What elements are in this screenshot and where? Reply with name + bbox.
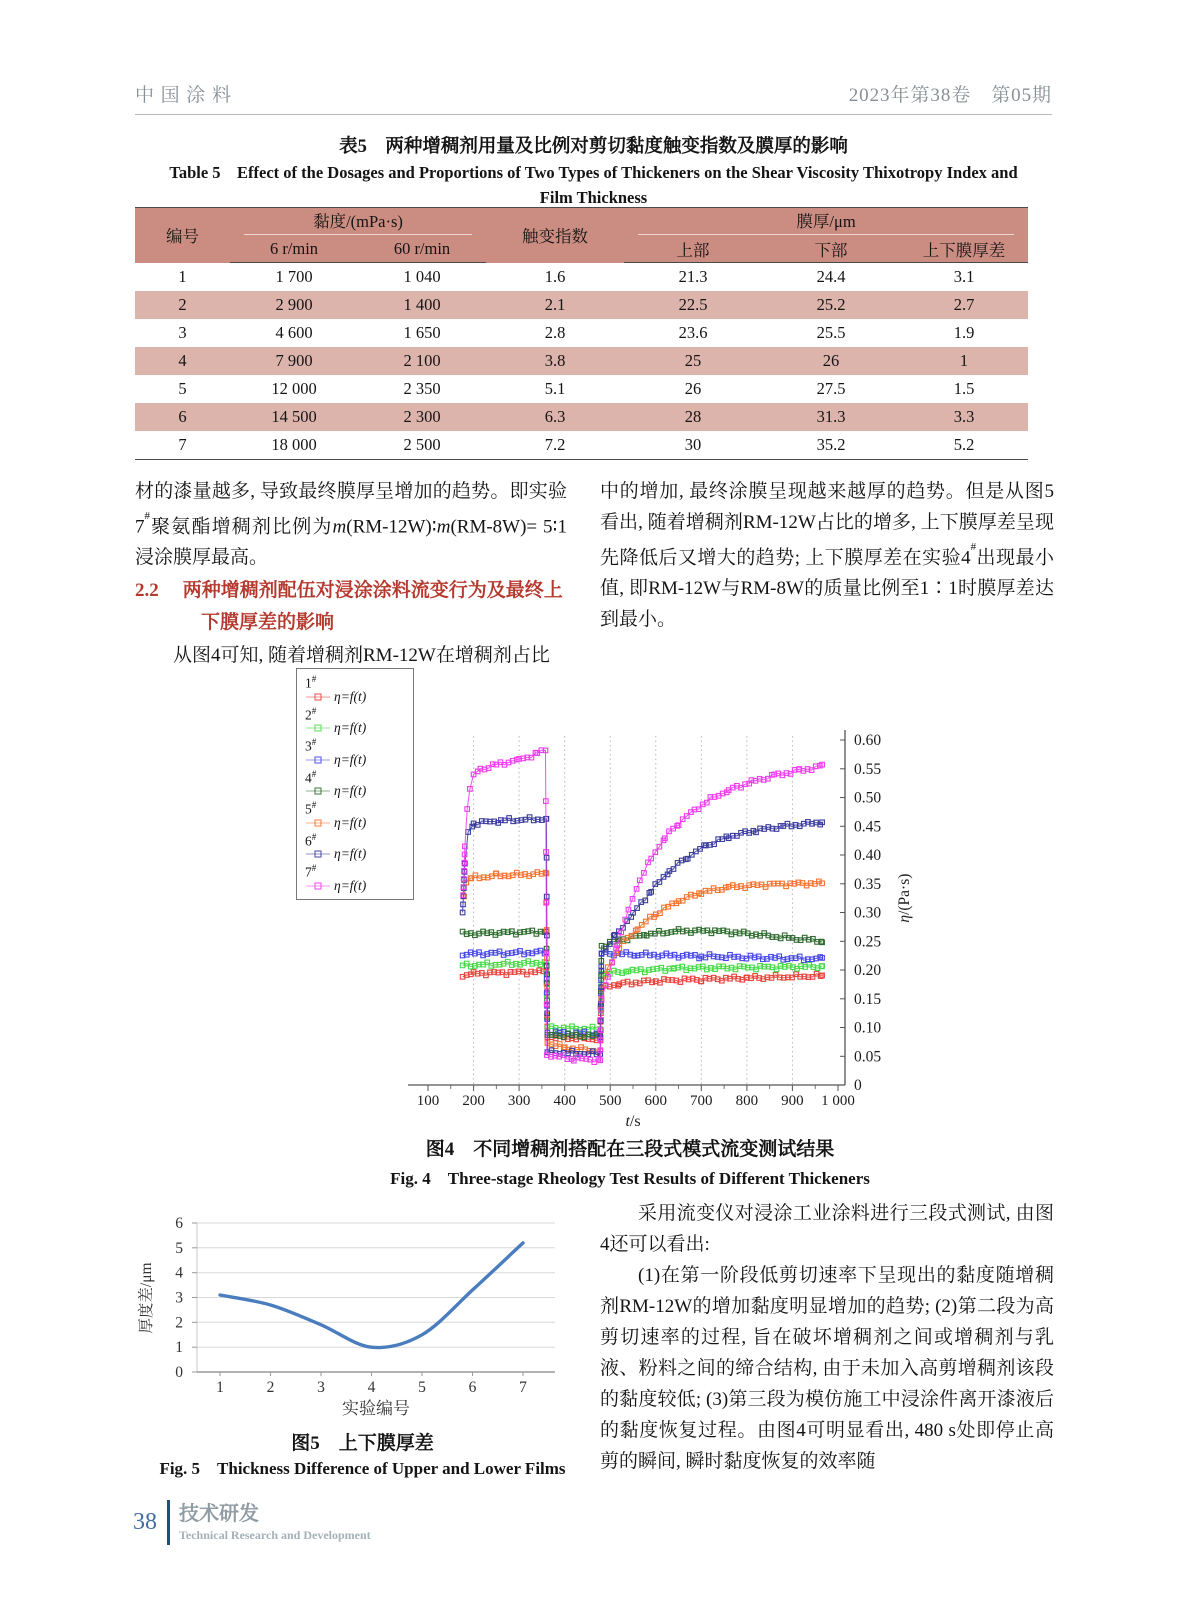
svg-text:800: 800 <box>735 1093 759 1109</box>
col-header-difference: 上下膜厚差 <box>900 235 1028 263</box>
page-number: 38 <box>133 1509 157 1535</box>
svg-text:0.20: 0.20 <box>854 962 882 979</box>
legend-marker-icon <box>305 786 331 796</box>
table-cell: 24.4 <box>816 267 846 286</box>
table-row <box>135 431 1028 460</box>
table-row <box>135 263 1028 292</box>
table-cell: 3 <box>178 323 187 342</box>
table-cell: 1 700 <box>275 267 313 286</box>
table-cell: 2 <box>178 295 187 314</box>
table-cell: 5.2 <box>953 435 975 454</box>
table-cell: 28 <box>684 407 702 426</box>
svg-text:0.40: 0.40 <box>854 847 882 864</box>
legend-entry: η=f(t) <box>305 690 409 704</box>
legend-series-label: 5# <box>305 800 317 817</box>
table5-title-zh: 表5 两种增稠剂用量及比例对剪切黏度触变指数及膜厚的影响 <box>339 137 848 157</box>
svg-text:300: 300 <box>507 1093 531 1109</box>
paragraph: (1)在第一阶段低剪切速率下呈现出的黏度随增稠剂RM-12W的增加黏度明显增加的趋势; (2)第二段为高剪切速率的过程, 旨在破坏增稠剂之间或增稠剂与乳液、粉料之间的缔合结构, 由于未加入高剪增稠剂该段的黏度较低; (3)第三段为模仿施工中浸涂件离开漆液后的黏度恢复过程。由图4可明显看出, 480 s处即停止高剪的瞬间, 瞬时黏度恢复的效率随 <box>600 1265 1054 1472</box>
table-cell: 1.9 <box>953 323 975 342</box>
col-header-upper: 上部 <box>624 235 762 263</box>
svg-text:0.50: 0.50 <box>854 789 882 807</box>
table-cell: 3.8 <box>544 351 566 370</box>
table-cell: 27.5 <box>816 379 846 398</box>
col-header-id: 编号 <box>166 227 199 247</box>
table-cell: 1 040 <box>403 267 441 286</box>
table-row <box>135 375 1028 403</box>
svg-text:0.05: 0.05 <box>854 1048 882 1066</box>
table-cell: 3.3 <box>953 407 975 426</box>
svg-text:0.15: 0.15 <box>854 990 882 1008</box>
page-footer <box>133 1500 371 1545</box>
figure4-caption-zh: 图4 不同增稠剂搭配在三段式模式流变测试结果 <box>425 1139 835 1160</box>
legend-marker-icon <box>305 881 331 891</box>
legend-entry: η=f(t) <box>305 784 409 798</box>
legend-marker-icon <box>305 692 331 702</box>
svg-text:0.35: 0.35 <box>854 875 882 893</box>
table-cell: 31.3 <box>816 407 846 426</box>
table-cell: 4 600 <box>275 323 313 342</box>
table-cell: 26 <box>684 379 702 398</box>
svg-text:6: 6 <box>468 1379 477 1396</box>
right-column-bottom <box>600 1198 1054 1477</box>
paragraph: 材的漆量越多, 导致最终膜厚呈增加的趋势。即实验7#聚氨酯增稠剂比例为m(RM-12W)∶m(RM-8W)= 5∶1浸涂膜厚最高。 <box>135 481 567 569</box>
table-cell: 2 300 <box>403 407 441 426</box>
table-cell: 12 000 <box>271 379 317 398</box>
col-header-thixotropy: 触变指数 <box>522 227 589 247</box>
svg-text:实验编号: 实验编号 <box>342 1399 410 1418</box>
legend-series-label: 7# <box>305 863 317 880</box>
table-cell: 1 <box>178 266 187 286</box>
table-cell: 22.5 <box>678 295 708 314</box>
svg-text:100: 100 <box>416 1093 440 1109</box>
table-cell: 23.6 <box>678 323 708 342</box>
table-cell: 2 100 <box>403 351 441 370</box>
footer-section-zh: 技术研发 <box>179 1503 259 1525</box>
legend-entry: η=f(t) <box>305 816 409 830</box>
table-cell: 35.2 <box>816 435 846 454</box>
svg-text:4: 4 <box>367 1379 376 1396</box>
legend-marker-icon <box>305 723 331 733</box>
svg-text:1: 1 <box>216 1379 224 1396</box>
svg-text:0.10: 0.10 <box>854 1019 882 1037</box>
legend-entry: η=f(t) <box>305 721 409 735</box>
figure5 <box>135 1190 590 1490</box>
svg-text:700: 700 <box>690 1093 713 1109</box>
svg-text:厚度差/μm: 厚度差/μm <box>138 1262 155 1334</box>
col-header-lower: 下部 <box>762 235 900 263</box>
table-cell: 3.1 <box>953 267 975 286</box>
table-cell: 1 650 <box>403 323 441 342</box>
svg-text:4: 4 <box>175 1264 183 1282</box>
legend-series-label: 6# <box>305 831 317 848</box>
table-cell: 2.8 <box>544 323 566 342</box>
paragraph: 从图4可知, 随着增稠剂RM-12W在增稠剂占比 <box>173 645 550 667</box>
table-cell: 7 <box>178 435 187 454</box>
col-header-6rmin: 6 r/min <box>230 235 358 263</box>
svg-text:6: 6 <box>175 1215 183 1232</box>
table-cell: 25.5 <box>816 323 846 342</box>
table-cell: 5 <box>178 379 187 398</box>
svg-text:0: 0 <box>854 1077 862 1094</box>
table-cell: 2 900 <box>275 295 313 314</box>
section-heading-2-2: 2.2 两种增稠剂配伍对浸涂涂料流变行为及最终上下膜厚差的影响 <box>135 580 563 634</box>
table-cell: 2 350 <box>403 379 441 398</box>
legend-entry: η=f(t) <box>305 847 409 861</box>
table-cell: 25.2 <box>816 295 846 314</box>
svg-text:900: 900 <box>781 1093 804 1109</box>
table-cell: 1 <box>959 351 969 370</box>
legend-series-label: 4# <box>305 768 317 785</box>
table-cell: 6 <box>178 407 187 426</box>
table-row <box>135 291 1028 319</box>
legend-entry: η=f(t) <box>305 753 409 767</box>
svg-text:0.55: 0.55 <box>854 760 882 778</box>
figure4-chart <box>390 692 970 1140</box>
table-cell: 2 500 <box>403 435 441 454</box>
figure5-caption-zh: 图5 上下膜厚差 <box>291 1433 434 1454</box>
svg-text:t/s: t/s <box>625 1113 641 1130</box>
table-cell: 7.2 <box>544 435 566 454</box>
table-cell: 14 500 <box>271 407 317 426</box>
table5-title-en-line1: Table 5 Effect of the Dosages and Proportions of Two Types of Thickeners on the Shear Viscosity Thixotropy Index and <box>169 163 1018 182</box>
table-row <box>135 319 1028 347</box>
svg-text:1: 1 <box>175 1339 183 1357</box>
table-cell: 1.5 <box>953 379 975 398</box>
paragraph: 采用流变仪对浸涂工业涂料进行三段式测试, 由图4还可以看出: <box>600 1203 1054 1255</box>
figure4 <box>0 652 1187 1212</box>
legend-series-label: 2# <box>305 705 317 722</box>
paragraph: 中的增加, 最终涂膜呈现越来越厚的趋势。但是从图5看出, 随着增稠剂RM-12W占比的增多, 上下膜厚差呈现先降低后又增大的趋势; 上下膜厚差在实验4#出现最小值, 即RM-12W与RM-8W的质量比例至1∶1时膜厚差达到最小。 <box>600 481 1054 631</box>
table-cell: 2.1 <box>544 295 566 314</box>
svg-text:500: 500 <box>598 1093 622 1109</box>
svg-text:200: 200 <box>462 1093 485 1109</box>
svg-text:0.25: 0.25 <box>854 933 882 951</box>
table-cell: 1.6 <box>544 266 566 286</box>
col-header-viscosity-group: 黏度/(mPa·s) <box>230 208 486 236</box>
svg-text:7: 7 <box>519 1379 527 1396</box>
svg-text:η/(Pa·s): η/(Pa·s) <box>896 873 913 923</box>
journal-name: 中国涂料 <box>135 85 238 106</box>
figure5-chart <box>135 1190 590 1420</box>
col-header-film-group: 膜厚/μm <box>624 208 1028 236</box>
table-cell: 30 <box>684 435 702 454</box>
svg-text:3: 3 <box>317 1379 325 1396</box>
left-column <box>135 476 567 671</box>
svg-text:2: 2 <box>175 1314 183 1332</box>
table-cell: 21.3 <box>678 267 708 286</box>
table-cell: 7 900 <box>275 351 313 370</box>
right-column <box>600 476 1054 635</box>
table-cell: 1 400 <box>403 295 441 314</box>
svg-text:0.30: 0.30 <box>854 904 882 922</box>
table5-title-en-line2: Film Thickness <box>539 188 648 207</box>
svg-text:2: 2 <box>266 1379 275 1396</box>
legend-entry: η=f(t) <box>305 879 409 893</box>
svg-text:1 000: 1 000 <box>821 1093 855 1109</box>
svg-text:0.45: 0.45 <box>854 818 882 836</box>
svg-text:0.60: 0.60 <box>854 732 882 749</box>
table5-title-en <box>0 160 1187 210</box>
legend-marker-icon <box>305 818 331 828</box>
table-cell: 18 000 <box>271 435 317 454</box>
issue-info: 2023年第38卷 第05期 <box>848 85 1052 106</box>
footer-section-en: Technical Research and Development <box>179 1528 371 1542</box>
svg-text:600: 600 <box>644 1093 668 1109</box>
table5 <box>135 207 1028 460</box>
table-row <box>135 347 1028 375</box>
legend-marker-icon <box>305 755 331 765</box>
table-cell: 5.1 <box>544 379 566 398</box>
figure5-caption-en: Fig. 5 Thickness Difference of Upper and Lower Films <box>159 1459 566 1478</box>
table-cell: 26 <box>822 351 840 370</box>
table-row <box>135 403 1028 431</box>
svg-text:3: 3 <box>175 1289 183 1307</box>
legend-series-label: 1# <box>305 674 317 691</box>
col-header-60rmin: 60 r/min <box>358 235 486 263</box>
footer-divider-bar <box>167 1500 170 1545</box>
table-cell: 25 <box>684 351 702 370</box>
page-header <box>135 80 1052 115</box>
svg-text:0: 0 <box>175 1364 183 1381</box>
legend-marker-icon <box>305 849 331 859</box>
legend-series-label: 3# <box>305 737 317 754</box>
svg-text:5: 5 <box>175 1239 183 1257</box>
svg-text:400: 400 <box>553 1093 576 1109</box>
svg-text:5: 5 <box>418 1379 426 1396</box>
figure4-caption-en: Fig. 4 Three-stage Rheology Test Results of Different Thickeners <box>390 1169 870 1188</box>
table-cell: 4 <box>178 351 187 370</box>
table-cell: 6.3 <box>544 407 566 426</box>
table-cell: 2.7 <box>953 295 975 314</box>
